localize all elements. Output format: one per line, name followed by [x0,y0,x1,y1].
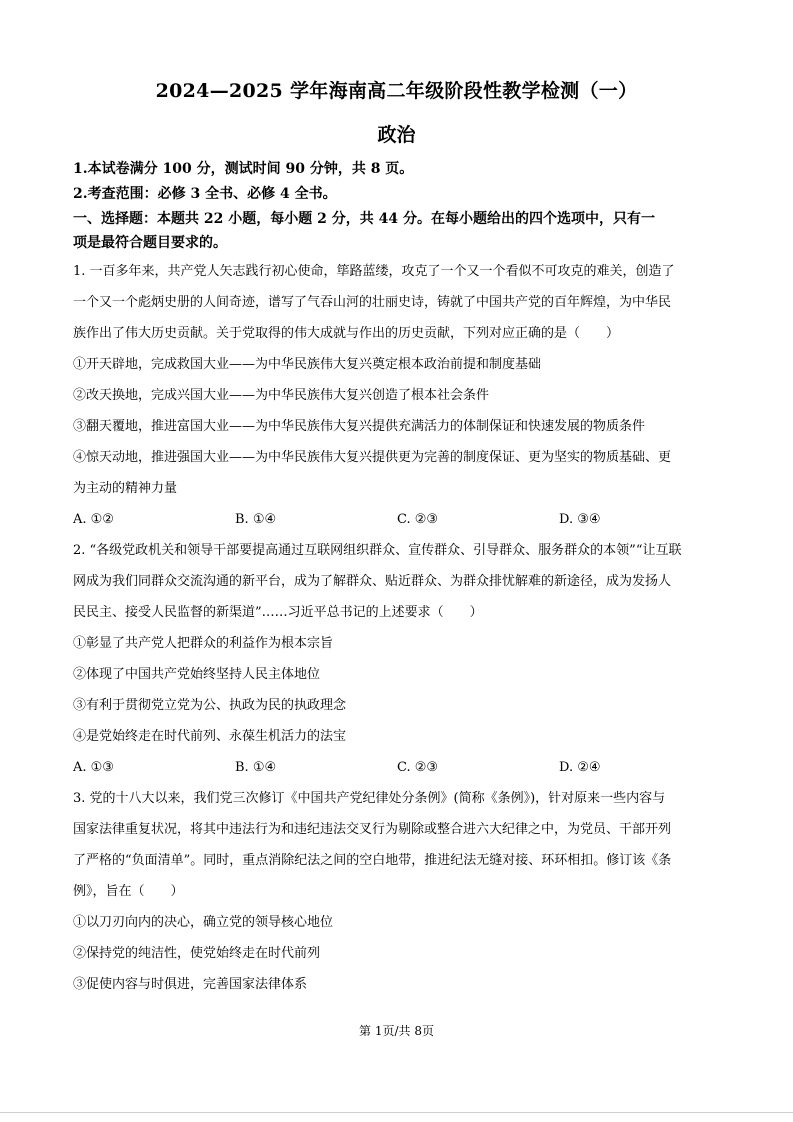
statement-line: ④惊天动地，推进强国大业——为中华民族伟大复兴提供更为完善的制度保证、更为坚实的物质基础、更 [73,450,672,465]
option-d: D. ③④ [559,512,601,527]
page-number: 第 1页/共 8页 [359,1024,434,1038]
page-bottom-divider [0,1112,793,1113]
subject-title: 政治 [377,124,416,146]
statement-line: ②保持党的纯洁性，使党始终走在时代前列 [73,946,321,961]
statement-line: ①彰显了共产党人把群众的利益作为根本宗旨 [73,636,334,651]
option-b: B. ①④ [235,512,277,527]
question-stem-line: 民民主、接受人民监督的新渠道”……习近平总书记的上述要求（ ） [73,605,483,620]
question-stem-line: 国家法律重复状况，将其中违法行为和违纪违法交叉行为剔除或整合进六大纪律之中，为党员、干部开列 [73,822,672,837]
section-heading: 一、选择题：本题共 22 小题，每小题 2 分，共 44 分。在每小题给出的四个选项中，只有一 [73,211,655,227]
answer-options [73,752,723,783]
option-c: C. ②③ [397,512,439,527]
statement-line: ③有利于贯彻党立党为公、执政为民的执政理念 [73,698,347,713]
exam-title: 2024—2025 学年海南高二年级阶段性教学检测（一） [155,80,638,102]
answer-options [73,504,723,535]
option-b: B. ①④ [235,760,277,775]
statement-line: ②体现了中国共产党始终坚持人民主体地位 [73,667,321,682]
instruction-line: 2.考查范围：必修 3 全书、必修 4 全书。 [73,186,337,202]
option-d: D. ②④ [559,760,601,775]
statement-line: ①开天辟地，完成救国大业——为中华民族伟大复兴奠定根本政治前提和制度基础 [73,357,542,372]
question-3 [73,783,723,1000]
question-stem-line: 一个又一个彪炳史册的人间奇迹，谱写了气吞山河的壮丽史诗，铸就了中国共产党的百年辉煌，为中华民 [73,295,672,310]
question-stem-line: 族作出了伟大历史贡献。关于党取得的伟大成就与作出的历史贡献，下列对应正确的是（ ） [73,326,620,341]
section-heading: 项是最符合题目要求的。 [73,235,227,251]
statement-line: ③促使内容与时俱进，完善国家法律体系 [73,977,308,992]
option-a: A. ①② [73,512,114,527]
statement-line: ③翻天覆地，推进富国大业——为中华民族伟大复兴提供充满活力的体制保证和快速发展的物质条件 [73,419,646,434]
question-stem-line: 1. 一百多年来，共产党人矢志践行初心使命，筚路蓝缕，攻克了一个又一个看似不可攻克的难关，创造了 [73,264,675,279]
question-2 [73,535,723,783]
question-stem-line: 例》，旨在（ ） [73,884,184,899]
question-stem-line: 2. “各级党政机关和领导干部要提高通过互联网组织群众、宣传群众、引导群众、服务群众的本领”“让互联 [73,543,682,558]
option-a: A. ①③ [73,760,114,775]
option-c: C. ②③ [397,760,439,775]
statement-line: 为主动的精神力量 [73,481,178,496]
question-stem-line: 了严格的“负面清单”。同时，重点消除纪法之间的空白地带，推进纪法无缝对接、环环相扣。修订该《条 [73,853,672,868]
question-stem-line: 网成为我们同群众交流沟通的新平台，成为了解群众、贴近群众、为群众排忧解难的新途径，成为发扬人 [73,574,672,589]
instruction-line: 1.本试卷满分 100 分，测试时间 90 分钟，共 8 页。 [73,161,414,177]
question-1 [73,256,723,535]
statement-line: ①以刀刃向内的决心，确立党的领导核心地位 [73,915,334,930]
question-stem-line: 3. 党的十八大以来，我们党三次修订《中国共产党纪律处分条例》(简称《条例》)，针对原来一些内容与 [73,791,666,806]
statement-line: ④是党始终走在时代前列、永葆生机活力的法宝 [73,729,347,744]
statement-line: ②改天换地，完成兴国大业——为中华民族伟大复兴创造了根本社会条件 [73,388,490,403]
